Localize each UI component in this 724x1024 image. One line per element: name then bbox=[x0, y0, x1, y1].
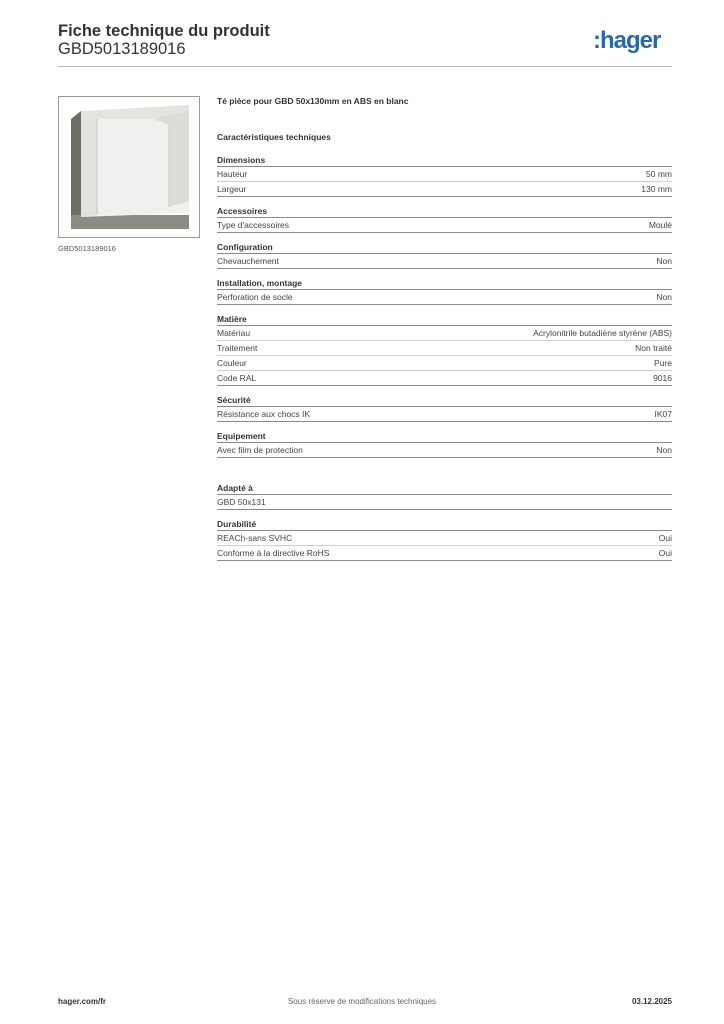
spec-value: Non bbox=[656, 292, 672, 302]
spec-value: 9016 bbox=[653, 373, 672, 383]
spec-row bbox=[217, 546, 672, 561]
footer-website-link[interactable]: hager.com/fr bbox=[58, 997, 107, 1006]
section-securite bbox=[217, 394, 672, 422]
footer-notice: Sous réserve de modifications techniques bbox=[287, 997, 437, 1006]
spec-label: Traitement bbox=[217, 343, 258, 353]
spec-value: 50 mm bbox=[646, 169, 672, 179]
page-title: Fiche technique du produit bbox=[58, 22, 270, 40]
section-title: Equipement bbox=[217, 430, 672, 443]
spec-row bbox=[217, 443, 672, 458]
spec-label: Matériau bbox=[217, 328, 251, 338]
spec-row bbox=[217, 326, 672, 341]
section-matiere bbox=[217, 313, 672, 386]
spec-label: Largeur bbox=[217, 184, 247, 194]
spec-row bbox=[217, 495, 672, 510]
spec-label: GBD 50x131 bbox=[217, 497, 266, 507]
header-divider bbox=[58, 66, 672, 67]
spec-row bbox=[217, 371, 672, 386]
spec-label: Code RAL bbox=[217, 373, 257, 383]
spec-value: Non bbox=[656, 445, 672, 455]
section-title: Matière bbox=[217, 313, 672, 326]
spec-label: Avec film de protection bbox=[217, 445, 303, 455]
spec-row bbox=[217, 531, 672, 546]
product-image bbox=[58, 96, 200, 238]
spec-value: Acrylonitrile butadiène styrène (ABS) bbox=[533, 328, 672, 338]
tee-piece-illustration bbox=[59, 97, 200, 238]
spec-label: Résistance aux chocs IK bbox=[217, 409, 311, 419]
footer-date: 03.12.2025 bbox=[631, 997, 672, 1006]
spec-row bbox=[217, 356, 672, 371]
spec-value: Moulé bbox=[648, 220, 672, 230]
spec-row bbox=[217, 167, 672, 182]
section-adapte bbox=[217, 482, 672, 510]
image-caption: GBD5013189016 bbox=[58, 244, 116, 253]
spec-label: Chevauchement bbox=[217, 256, 279, 266]
section-title: Accessoires bbox=[217, 205, 672, 218]
spec-row bbox=[217, 290, 672, 305]
spec-value: Non traité bbox=[635, 343, 672, 353]
spec-value: IK07 bbox=[654, 409, 672, 419]
spec-value: Oui bbox=[658, 533, 672, 543]
spec-label: Couleur bbox=[217, 358, 247, 368]
spec-label: Hauteur bbox=[217, 169, 248, 179]
section-dimensions bbox=[217, 154, 672, 197]
spec-content bbox=[217, 96, 672, 561]
section-title: Dimensions bbox=[217, 154, 672, 167]
spec-value: 130 mm bbox=[641, 184, 672, 194]
spec-label: Perforation de socle bbox=[217, 292, 293, 302]
spec-row bbox=[217, 407, 672, 422]
section-title: Adapté à bbox=[217, 482, 672, 495]
section-durabilite bbox=[217, 518, 672, 561]
spec-row bbox=[217, 218, 672, 233]
spec-label: Conforme à la directive RoHS bbox=[217, 548, 330, 558]
section-title: Configuration bbox=[217, 241, 672, 254]
hager-logo: :hager bbox=[593, 27, 661, 54]
section-title: Installation, montage bbox=[217, 277, 672, 290]
section-equipement bbox=[217, 430, 672, 458]
section-title: Sécurité bbox=[217, 394, 672, 407]
spec-label: REACh-sans SVHC bbox=[217, 533, 293, 543]
section-title: Durabilité bbox=[217, 518, 672, 531]
section-installation bbox=[217, 277, 672, 305]
spec-label: Type d'accessoires bbox=[217, 220, 290, 230]
tech-heading: Caractéristiques techniques bbox=[217, 132, 331, 142]
spec-value: Non bbox=[656, 256, 672, 266]
spec-row bbox=[217, 341, 672, 356]
section-accessoires bbox=[217, 205, 672, 233]
spec-row bbox=[217, 254, 672, 269]
spec-value: Oui bbox=[658, 548, 672, 558]
spec-row bbox=[217, 182, 672, 197]
product-reference: GBD5013189016 bbox=[58, 40, 186, 58]
spec-value: Pure bbox=[654, 358, 672, 368]
product-title: Té pièce pour GBD 50x130mm en ABS en blanc bbox=[217, 96, 409, 106]
section-configuration bbox=[217, 241, 672, 269]
